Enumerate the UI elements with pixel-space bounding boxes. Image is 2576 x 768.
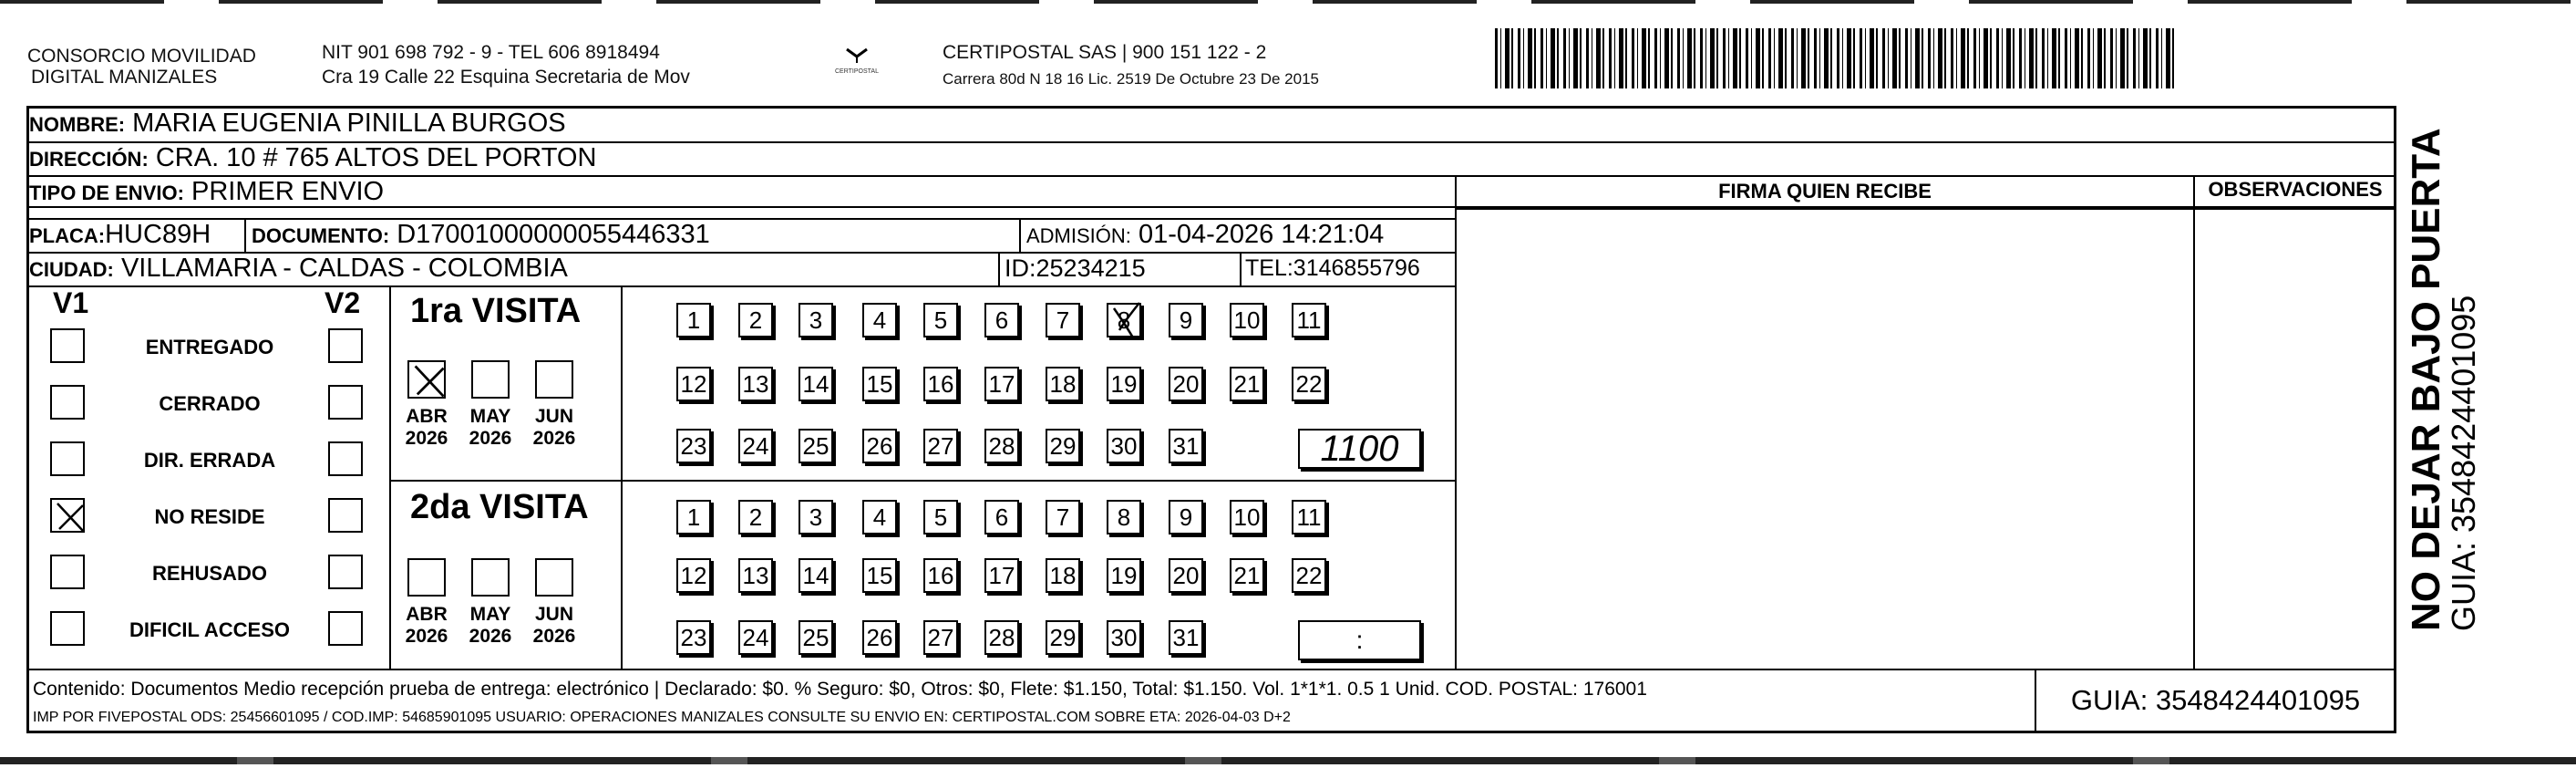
footer-line2: IMP POR FIVEPOSTAL ODS: 25456601095 / COD.IMP: 54685901095 USUARIO: OPERACIONES MANIZALES CONSULTE SU ENVIO EN: CERTIPOSTAL.COM SOBRE ETA: 2026-04-03 D+2	[33, 710, 1291, 725]
day-box[interactable]: 24	[738, 620, 773, 655]
day-box[interactable]: 31	[1169, 620, 1203, 655]
day-box[interactable]: 1	[676, 500, 711, 534]
x-mark-icon	[52, 500, 87, 534]
documento-value: D17001000000055446331	[397, 220, 710, 249]
second-visit-time[interactable]: :	[1298, 620, 1421, 660]
day-box[interactable]: 11	[1292, 500, 1326, 534]
day-box[interactable]: 14	[799, 367, 833, 401]
documento-label: DOCUMENTO:	[252, 224, 390, 247]
certipostal-line1: CERTIPOSTAL SAS | 900 151 122 - 2	[943, 42, 1267, 63]
ciudad-field	[29, 253, 568, 285]
logo-text: CERTIPOSTAL	[835, 68, 879, 75]
day-box[interactable]: 7	[1046, 303, 1080, 337]
v1-checkbox[interactable]	[50, 385, 85, 420]
v2-checkbox[interactable]	[328, 328, 363, 363]
day-box[interactable]: 22	[1292, 558, 1326, 593]
day-box[interactable]: 5	[923, 303, 958, 337]
day-box[interactable]: 13	[738, 558, 773, 593]
day-box[interactable]: 6	[984, 500, 1019, 534]
day-box[interactable]: 23	[676, 620, 711, 655]
no-dejar-bajo-puerta: NO DEJAR BAJO PUERTA	[2404, 128, 2448, 631]
day-box[interactable]: 2	[738, 500, 773, 534]
certipostal-logo	[829, 46, 884, 82]
month-checkbox[interactable]	[535, 558, 573, 597]
placa-label: PLACA:	[29, 224, 106, 247]
status-label: DIR. ERRADA	[143, 449, 276, 472]
observaciones-header: OBSERVACIONES	[2208, 178, 2383, 201]
v1-checkbox[interactable]	[50, 441, 85, 476]
v2-checkbox[interactable]	[328, 441, 363, 476]
footer-line1: Contenido: Documentos Medio recepción prueba de entrega: electrónico | Declarado: $0. % Seguro: $0, Otros: $0, Flete: $1.150, Total: $1.150. Vol. 1*1*1. 0.5 1 Unid. COD. POSTAL: 176001	[33, 679, 1647, 700]
tel-field	[1245, 253, 1420, 284]
day-box[interactable]: 8	[1107, 500, 1141, 534]
side-guia: GUIA: 3548424401095	[2445, 295, 2482, 631]
day-box[interactable]: 9	[1169, 303, 1203, 337]
col-line	[1240, 252, 1242, 285]
tel-label: TEL:	[1245, 255, 1293, 281]
day-box[interactable]: 29	[1046, 429, 1080, 463]
day-box[interactable]: 31	[1169, 429, 1203, 463]
day-box[interactable]: 12	[676, 558, 711, 593]
v2-checkbox[interactable]	[328, 385, 363, 420]
tipo-envio-value: PRIMER ENVIO	[191, 177, 385, 206]
v2-header: V2	[325, 286, 361, 319]
col-line	[244, 218, 246, 252]
v1-checkbox[interactable]	[50, 328, 85, 363]
day-box[interactable]: 3	[799, 303, 833, 337]
first-visit-time[interactable]: 1100	[1298, 429, 1421, 469]
day-box[interactable]: 10	[1230, 303, 1264, 337]
day-box[interactable]: 24	[738, 429, 773, 463]
x-mark-icon	[409, 362, 448, 400]
col-line	[389, 285, 391, 669]
day-box[interactable]: 27	[923, 429, 958, 463]
day-box[interactable]: 20	[1169, 367, 1203, 401]
day-box[interactable]: 17	[984, 558, 1019, 593]
col-line	[998, 252, 1000, 285]
row-line	[1455, 208, 2396, 210]
address-line: Cra 19 Calle 22 Esquina Secretaria de Mov	[322, 67, 690, 88]
id-value: 25234215	[1036, 254, 1146, 282]
v2-checkbox[interactable]	[328, 611, 363, 646]
placa-field	[29, 219, 211, 252]
day-box[interactable]: 7	[1046, 500, 1080, 534]
firma-header: FIRMA QUIEN RECIBE	[1718, 180, 1932, 202]
month-checkbox[interactable]	[471, 360, 510, 399]
day-box[interactable]: 26	[862, 620, 897, 655]
day-box[interactable]: 14	[799, 558, 833, 593]
day-box[interactable]: 23	[676, 429, 711, 463]
day-box[interactable]: 11	[1292, 303, 1326, 337]
consortium-line2: DIGITAL MANIZALES	[31, 67, 218, 88]
month-label: JUN 2026	[532, 406, 576, 449]
col-line	[2193, 175, 2195, 669]
day-box[interactable]: 15	[862, 558, 897, 593]
status-label: CERRADO	[159, 392, 261, 415]
tipo-envio-field	[29, 176, 384, 209]
side-text	[2406, 102, 2481, 631]
row-line	[26, 285, 1455, 287]
day-box[interactable]: 28	[984, 429, 1019, 463]
top-edge	[0, 0, 2576, 4]
first-visit-title: 1ra VISITA	[410, 292, 582, 330]
month-label: MAY 2026	[469, 406, 512, 449]
day-box[interactable]: 1	[676, 303, 711, 337]
day-box[interactable]: 25	[799, 620, 833, 655]
day-box[interactable]: 4	[862, 500, 897, 534]
tipo-envio-label: TIPO DE ENVIO:	[29, 182, 184, 204]
day-box[interactable]: 10	[1230, 500, 1264, 534]
tel-value: 3146855796	[1293, 255, 1420, 281]
day-box[interactable]: 12	[676, 367, 711, 401]
guia-number: GUIA: 3548424401095	[2070, 684, 2361, 716]
day-box[interactable]: 2	[738, 303, 773, 337]
ciudad-value: VILLAMARIA - CALDAS - COLOMBIA	[120, 254, 568, 283]
row-line	[26, 669, 2396, 670]
col-line	[621, 285, 623, 669]
month-checkbox[interactable]	[407, 360, 446, 399]
nombre-value: MARIA EUGENIA PINILLA BURGOS	[132, 109, 566, 138]
month-checkbox[interactable]	[407, 558, 446, 597]
direccion-field	[29, 142, 596, 175]
status-label: ENTREGADO	[145, 336, 274, 358]
day-box[interactable]: 18	[1046, 558, 1080, 593]
month-label: ABR 2026	[405, 604, 448, 647]
day-box[interactable]: 3	[799, 500, 833, 534]
bottom-edge	[0, 757, 2576, 764]
day-box[interactable]: 6	[984, 303, 1019, 337]
day-box[interactable]: 26	[862, 429, 897, 463]
day-box[interactable]: 15	[862, 367, 897, 401]
v1-checkbox[interactable]	[50, 611, 85, 646]
day-box[interactable]: 8	[1107, 303, 1141, 337]
v2-checkbox[interactable]	[328, 498, 363, 533]
month-label: JUN 2026	[532, 604, 576, 647]
nit-line: NIT 901 698 792 - 9 - TEL 606 8918494	[322, 42, 660, 63]
second-visit-title: 2da VISITA	[410, 488, 589, 526]
day-box[interactable]: 29	[1046, 620, 1080, 655]
direccion-label: DIRECCIÓN:	[29, 148, 149, 171]
day-box[interactable]: 25	[799, 429, 833, 463]
admision-value: 01-04-2026 14:21:04	[1138, 220, 1385, 249]
logo-icon	[845, 46, 869, 64]
barcode	[1495, 28, 2179, 88]
day-box[interactable]: 13	[738, 367, 773, 401]
admision-label: ADMISIÓN:	[1026, 224, 1131, 247]
day-box[interactable]: 18	[1046, 367, 1080, 401]
consortium-line1: CONSORCIO MOVILIDAD	[27, 46, 256, 67]
day-box[interactable]: 30	[1107, 620, 1141, 655]
visit-separator	[389, 480, 1455, 482]
ciudad-label: CIUDAD:	[29, 258, 114, 281]
admision-field	[1026, 219, 1384, 252]
day-box[interactable]: 19	[1107, 558, 1141, 593]
day-box[interactable]: 20	[1169, 558, 1203, 593]
day-box[interactable]: 17	[984, 367, 1019, 401]
direccion-value: CRA. 10 # 765 ALTOS DEL PORTON	[155, 143, 597, 172]
nombre-field	[29, 108, 566, 140]
day-box[interactable]: 9	[1169, 500, 1203, 534]
month-label: MAY 2026	[469, 604, 512, 647]
day-box[interactable]: 4	[862, 303, 897, 337]
v1-checkbox[interactable]	[50, 555, 85, 589]
col-line	[1019, 218, 1021, 252]
id-label: ID:	[1005, 254, 1036, 282]
day-box[interactable]: 27	[923, 620, 958, 655]
col-line	[1455, 175, 1457, 669]
status-label: REHUSADO	[152, 562, 267, 585]
certipostal-line2: Carrera 80d N 18 16 Lic. 2519 De Octubre 23 De 2015	[943, 70, 1319, 88]
status-label: NO RESIDE	[154, 505, 265, 528]
documento-field	[252, 219, 710, 252]
day-box[interactable]: 22	[1292, 367, 1326, 401]
v1-checkbox[interactable]	[50, 498, 85, 533]
month-checkbox[interactable]	[535, 360, 573, 399]
nombre-label: NOMBRE:	[29, 113, 126, 136]
day-box[interactable]: 16	[923, 558, 958, 593]
status-label: DIFICIL ACCESO	[129, 618, 290, 641]
day-box[interactable]: 21	[1230, 367, 1264, 401]
month-label: ABR 2026	[405, 406, 448, 449]
month-checkbox[interactable]	[471, 558, 510, 597]
day-box[interactable]: 30	[1107, 429, 1141, 463]
placa-value: HUC89H	[105, 220, 211, 249]
v2-checkbox[interactable]	[328, 555, 363, 589]
day-box[interactable]: 19	[1107, 367, 1141, 401]
id-field	[1005, 253, 1146, 284]
day-box[interactable]: 28	[984, 620, 1019, 655]
v1-header: V1	[53, 286, 89, 319]
day-box[interactable]: 21	[1230, 558, 1264, 593]
day-box[interactable]: 16	[923, 367, 958, 401]
day-box[interactable]: 5	[923, 500, 958, 534]
